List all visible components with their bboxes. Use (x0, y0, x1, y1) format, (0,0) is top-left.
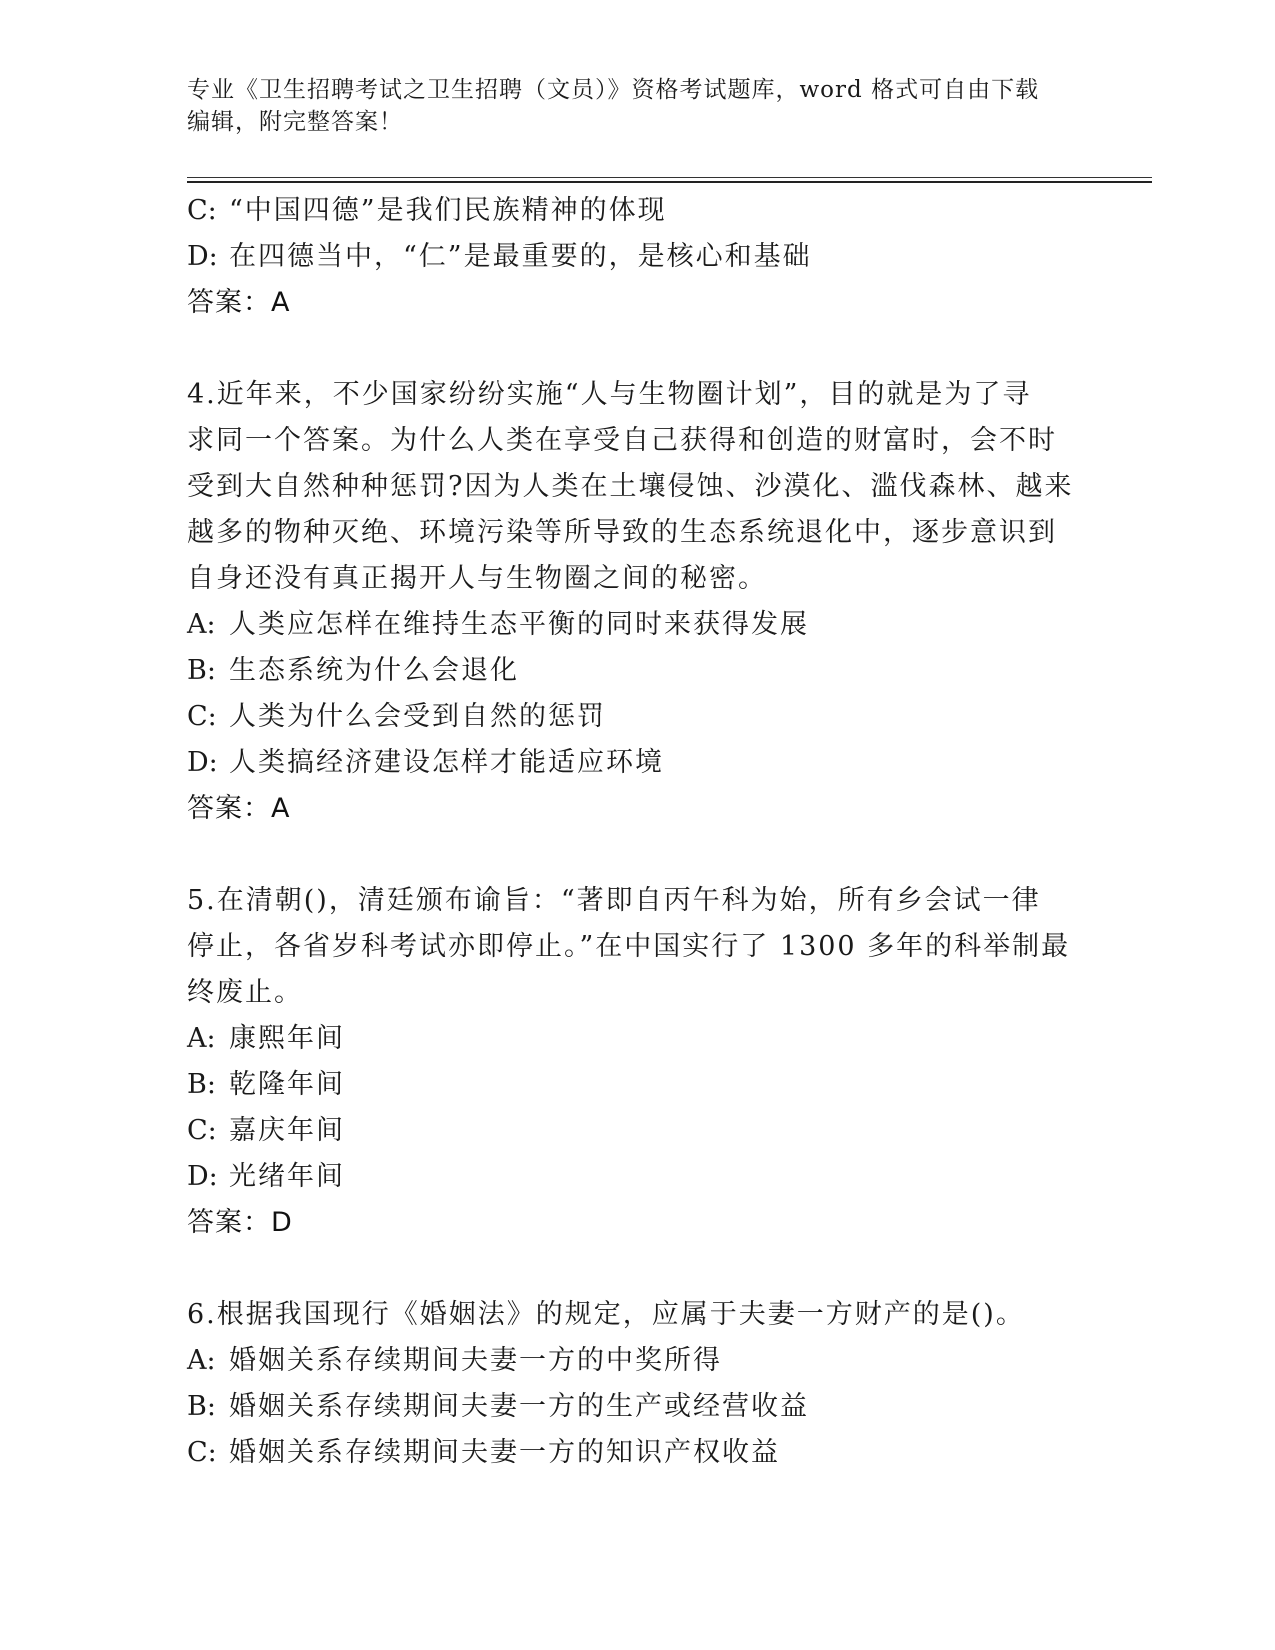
option-text: 婚姻关系存续期间夫妻一方的中奖所得 (229, 1345, 722, 1376)
option-text: “中国四德”是我们民族精神的体现 (229, 195, 667, 226)
option-letter: C: (187, 1115, 217, 1146)
option-c (187, 188, 1087, 234)
option-a (187, 1016, 1087, 1062)
option-letter: B: (187, 655, 216, 686)
option-letter: C: (187, 1437, 217, 1468)
option-c (187, 1430, 1087, 1476)
spacer (187, 1246, 1087, 1292)
question-stem-line: 受到大自然种种惩罚?因为人类在土壤侵蚀、沙漠化、滥伐森林、越来 (187, 471, 1074, 502)
option-letter: A: (187, 1345, 216, 1376)
answer-line: 答案：A (187, 287, 291, 318)
option-text: 人类应怎样在维持生态平衡的同时来获得发展 (229, 609, 809, 640)
question-5 (187, 878, 1087, 1246)
question-3-tail (187, 188, 1087, 326)
header-divider-thin (187, 177, 1152, 178)
question-stem-line: 5.在清朝()，清廷颁布谕旨：“著即自丙午科为始，所有乡会试一律 (187, 885, 1041, 916)
option-text: 婚姻关系存续期间夫妻一方的生产或经营收益 (229, 1391, 809, 1422)
header-divider-thick (187, 181, 1152, 183)
option-b (187, 1384, 1087, 1430)
answer-line: 答案：A (187, 793, 291, 824)
answer-line: 答案：D (187, 1207, 293, 1238)
page-header (187, 74, 1067, 138)
option-text: 嘉庆年间 (229, 1115, 345, 1146)
question-4 (187, 372, 1087, 832)
option-letter: B: (187, 1391, 216, 1422)
option-a (187, 602, 1087, 648)
option-c (187, 1108, 1087, 1154)
option-letter: A: (187, 1023, 216, 1054)
question-content (187, 188, 1087, 1476)
option-b (187, 1062, 1087, 1108)
option-letter: D: (187, 1161, 218, 1192)
question-stem-line: 6.根据我国现行《婚姻法》的规定，应属于夫妻一方财产的是()。 (187, 1299, 1025, 1330)
spacer (187, 832, 1087, 878)
option-d (187, 1154, 1087, 1200)
option-b (187, 648, 1087, 694)
option-letter: C: (187, 195, 217, 226)
option-letter: C: (187, 701, 217, 732)
option-text: 康熙年间 (229, 1023, 345, 1054)
question-6 (187, 1292, 1087, 1476)
question-stem-line: 自身还没有真正揭开人与生物圈之间的秘密。 (187, 563, 767, 594)
question-stem-line: 越多的物种灭绝、环境污染等所导致的生态系统退化中，逐步意识到 (187, 517, 1057, 548)
header-line-1: 专业《卫生招聘考试之卫生招聘（文员）》资格考试题库，word 格式可自由下载 (187, 77, 1040, 103)
option-text: 人类搞经济建设怎样才能适应环境 (229, 747, 664, 778)
option-text: 在四德当中，“仁”是最重要的，是核心和基础 (229, 241, 812, 272)
option-letter: A: (187, 609, 216, 640)
option-letter: D: (187, 747, 218, 778)
option-d (187, 740, 1087, 786)
question-stem-line: 4.近年来，不少国家纷纷实施“人与生物圈计划”，目的就是为了寻 (187, 379, 1032, 410)
option-text: 人类为什么会受到自然的惩罚 (229, 701, 606, 732)
question-stem-line: 求同一个答案。为什么人类在享受自己获得和创造的财富时，会不时 (187, 425, 1057, 456)
option-c (187, 694, 1087, 740)
option-text: 婚姻关系存续期间夫妻一方的知识产权收益 (229, 1437, 780, 1468)
spacer (187, 326, 1087, 372)
option-text: 生态系统为什么会退化 (229, 655, 519, 686)
option-text: 乾隆年间 (229, 1069, 345, 1100)
question-stem-line: 停止，各省岁科考试亦即停止。”在中国实行了 1300 多年的科举制最 (187, 931, 1071, 962)
question-stem-line: 终废止。 (187, 977, 303, 1008)
option-d (187, 234, 1087, 280)
option-letter: D: (187, 241, 218, 272)
header-line-2: 编辑，附完整答案！ (187, 109, 403, 135)
option-a (187, 1338, 1087, 1384)
option-letter: B: (187, 1069, 216, 1100)
option-text: 光绪年间 (229, 1161, 345, 1192)
